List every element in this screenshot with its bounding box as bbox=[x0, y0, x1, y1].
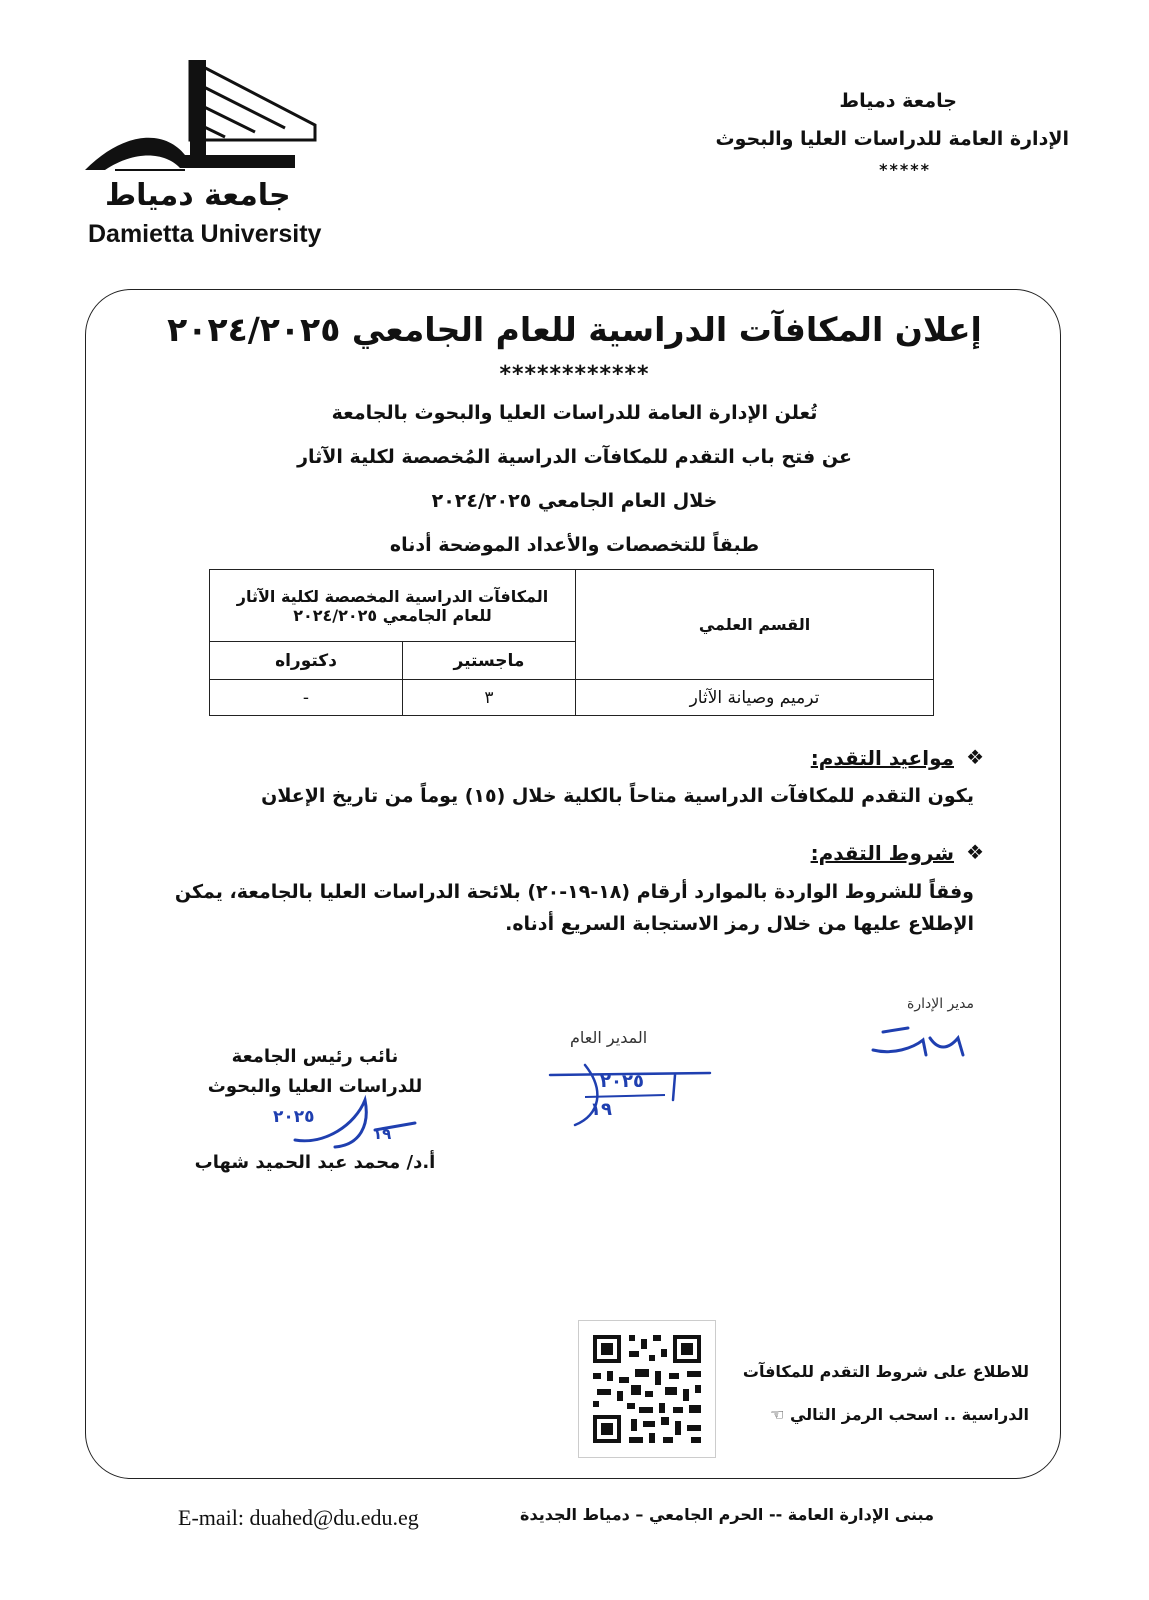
table-row bbox=[210, 680, 934, 716]
handwritten-signature-icon bbox=[545, 1055, 715, 1130]
table-header-phd: دكتوراه bbox=[210, 642, 403, 680]
qr-instruction-line-1: للاطلاع على شروط التقدم للمكافآت bbox=[742, 1362, 1029, 1381]
intro-line-2: عن فتح باب التقدم للمكافآت الدراسية المُخصصة لكلية الآثار bbox=[297, 446, 852, 468]
announcement-title: إعلان المكافآت الدراسية للعام الجامعي ٢٠٢٤/٢٠٢٥ bbox=[167, 310, 982, 349]
handwritten-signature-icon bbox=[868, 1020, 978, 1060]
admin-manager-signature bbox=[868, 1020, 978, 1064]
table-header-masters: ماجستير bbox=[403, 642, 576, 680]
table-header-dept: القسم العلمي bbox=[576, 570, 934, 680]
title-stars: ************ bbox=[499, 362, 650, 387]
footer-email: E-mail: duahed@du.edu.eg bbox=[178, 1505, 419, 1530]
logo-arabic-text: جامعة دمياط bbox=[105, 178, 291, 213]
qr-code[interactable] bbox=[578, 1320, 716, 1458]
scholarship-table bbox=[209, 569, 934, 716]
vp-date-top: ٢٠٢٥ bbox=[273, 1107, 315, 1127]
footer-address: مبنى الإدارة العامة -- الحرم الجامعي – دمياط الجديدة bbox=[520, 1505, 934, 1524]
vp-name: أ.د/ محمد عبد الحميد شهاب bbox=[194, 1152, 436, 1173]
vp-date-bottom: ١٩ bbox=[373, 1125, 392, 1143]
dates-body: يكون التقدم للمكافآت الدراسية متاحاً بالكلية خلال (١٥) يوماً من تاريخ الإعلان bbox=[261, 785, 974, 807]
qr-code-icon bbox=[579, 1321, 715, 1457]
table-cell-masters: ٣ bbox=[403, 680, 576, 716]
dates-bullet-icon: ❖ bbox=[966, 745, 984, 769]
general-manager-signature bbox=[545, 1055, 715, 1130]
admin-manager-label: مدير الإدارة bbox=[906, 996, 974, 1012]
vp-signature bbox=[265, 1085, 435, 1155]
table-group-line-1: المكافآت الدراسية المخصصة لكلية الآثار bbox=[236, 586, 549, 606]
conditions-body-line-2: الإطلاع عليها من خلال رمز الاستجابة السريع أدناه. bbox=[505, 913, 974, 935]
general-manager-label: المدير العام bbox=[570, 1028, 648, 1047]
dates-heading: مواعيد التقدم: bbox=[810, 746, 954, 770]
conditions-bullet-icon: ❖ bbox=[966, 840, 984, 864]
logo-english-text: Damietta University bbox=[88, 220, 322, 248]
vp-title-1: نائب رئيس الجامعة bbox=[231, 1046, 399, 1067]
table-cell-phd: - bbox=[210, 680, 403, 716]
signature-date-bottom: ١٩ bbox=[590, 1099, 612, 1120]
table-group-line-2: للعام الجامعي ٢٠٢٤/٢٠٢٥ bbox=[293, 605, 492, 625]
intro-line-4: طبقاً للتخصصات والأعداد الموضحة أدناه bbox=[389, 534, 760, 556]
table-header-group bbox=[210, 570, 576, 642]
header-stars: ***** bbox=[879, 160, 931, 179]
table-cell-dept: ترميم وصيانة الآثار bbox=[576, 680, 934, 716]
header-university: جامعة دمياط bbox=[839, 90, 957, 112]
intro-line-1: تُعلن الإدارة العامة للدراسات العليا والبحوث بالجامعة bbox=[331, 402, 818, 424]
vp-title-2: للدراسات العليا والبحوث bbox=[207, 1076, 423, 1097]
signature-date-top: ٢٠٢٥ bbox=[600, 1071, 644, 1092]
conditions-heading: شروط التقدم: bbox=[810, 841, 954, 865]
conditions-body-line-1: وفقاً للشروط الواردة بالموارد أرقام (١٨-١٩-٢٠) بلائحة الدراسات العليا بالجامعة، يمكن bbox=[174, 881, 974, 903]
header-department: الإدارة العامة للدراسات العليا والبحوث bbox=[715, 128, 1069, 150]
qr-instruction-line-2: الدراسية .. اسحب الرمز التالي ☜ bbox=[770, 1405, 1029, 1424]
intro-line-3: خلال العام الجامعي ٢٠٢٤/٢٠٢٥ bbox=[431, 490, 718, 512]
